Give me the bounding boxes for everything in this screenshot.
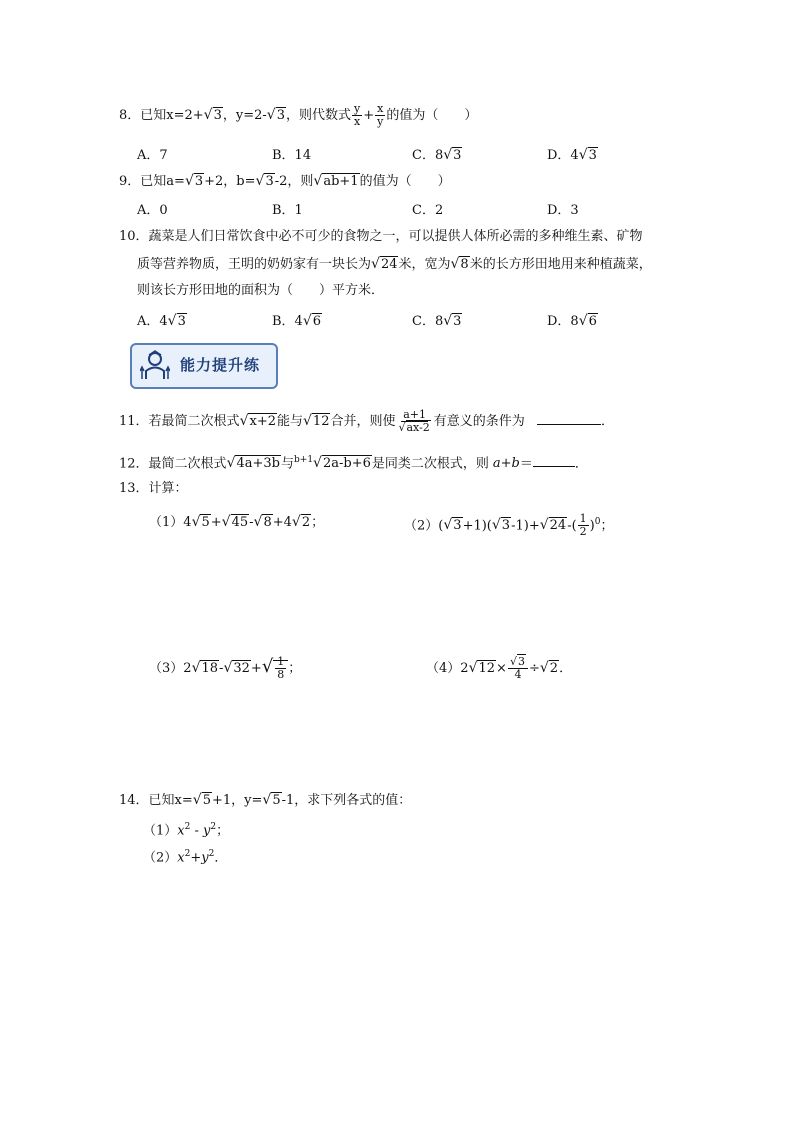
text: ． (559, 661, 573, 676)
sqrt: √5 (262, 792, 281, 808)
answer-blank[interactable] (533, 466, 575, 467)
sqrt: √ $\frac{1}{8}$ (262, 656, 288, 681)
radicand: 6 (588, 314, 597, 329)
option-c (412, 310, 462, 329)
radicand: 3 (588, 148, 597, 163)
sqrt: √5 (191, 514, 210, 530)
denominator: 8 (277, 668, 285, 681)
option-b (272, 199, 303, 218)
text: 已知a= (140, 174, 185, 189)
option-b (272, 144, 311, 163)
radicand: 3 (194, 174, 204, 189)
text: 计算： (148, 481, 188, 496)
fraction (375, 103, 385, 128)
radicand: 3 (517, 655, 525, 668)
question-number: 11． (119, 414, 149, 429)
root-index: b+1 (294, 455, 314, 465)
sqrt: √4a+3b (226, 455, 280, 472)
text: + (210, 515, 222, 530)
radicand: 2a-b+6 (322, 456, 371, 472)
exponent: 2 (208, 849, 215, 859)
option-a (137, 199, 168, 218)
question-8 (119, 103, 477, 128)
variable: y (201, 850, 209, 866)
fraction (275, 656, 286, 681)
text: ) (589, 518, 595, 534)
text: 质等营养物质，王明的奶奶家有一块长为 (137, 257, 372, 272)
text: - (249, 515, 254, 530)
text: +1)( (462, 518, 492, 534)
option-text: B．1 (272, 203, 303, 218)
radicand: 2 (301, 515, 311, 530)
question-13-part-3 (149, 656, 301, 681)
question-number: 12． (119, 456, 149, 472)
denominator: y (377, 115, 384, 128)
text: +2，b= (204, 174, 256, 189)
radicand: 5 (201, 515, 210, 530)
answer-blank[interactable] (537, 424, 601, 425)
sqrt: √3 (578, 147, 597, 163)
sqrt: √3 (443, 147, 462, 163)
text: + (190, 850, 202, 866)
sqrt: √ab+1 (313, 173, 359, 189)
fraction (578, 513, 589, 538)
question-11: 11．若最简二次根式√x+2能与√12合并，则使 $\frac{a+1}{√ax-2}$ 有意义的条件为 ． (119, 408, 614, 434)
radicand: 3 (453, 148, 462, 163)
denominator: 2 (579, 525, 587, 539)
radicand: x+2 (249, 414, 276, 429)
radicand (273, 655, 288, 681)
sqrt: √24 (539, 517, 567, 534)
sqrt: √3 (184, 173, 204, 189)
radicand: 24 (380, 257, 398, 272)
text: +4 (272, 515, 292, 530)
text: 能与 (276, 414, 303, 429)
question-13 (119, 479, 188, 499)
variable: y (203, 823, 211, 839)
option-b (272, 310, 322, 329)
question-10-line-1 (119, 227, 643, 247)
radicand: 3 (453, 518, 462, 534)
sqrt: √x+2 (239, 413, 276, 429)
radicand: 32 (233, 661, 250, 676)
text: + (250, 661, 262, 676)
sqrt: √2 (291, 514, 311, 530)
option-c (412, 144, 462, 163)
text: ÷ (528, 661, 540, 676)
sqrt: √3 (255, 173, 274, 189)
option-text: C．2 (412, 203, 444, 218)
question-14-part-2 (143, 844, 227, 868)
option-text: B．4 (272, 314, 303, 329)
question-9 (119, 171, 451, 192)
option-text: A．7 (137, 148, 168, 163)
radicand: ax-2 (406, 421, 430, 434)
option-d (547, 310, 598, 329)
section-badge (130, 343, 278, 389)
denominator: x (354, 115, 361, 128)
question-10-line-2 (137, 254, 652, 275)
text: 已知x=2+ (140, 108, 204, 123)
variable: x (177, 823, 185, 839)
text: ； (216, 823, 230, 839)
denominator: 4 (514, 668, 522, 681)
text: ． (214, 850, 228, 866)
option-a (137, 144, 168, 163)
part-label: （2） (404, 518, 439, 534)
text: 2 (183, 661, 192, 676)
question-12: 12．最简二次根式√4a+3b与$^{b+1}$√2a-b+6是同类二次根式，则 a+b＝ ． (119, 450, 588, 474)
text: - (190, 823, 204, 839)
numerator: 1 (277, 655, 285, 668)
text: 若最简二次根式 (148, 414, 240, 429)
sqrt: √3 (203, 107, 222, 123)
radicand: 45 (231, 515, 249, 530)
expression: a+b (492, 456, 520, 472)
text: × (496, 661, 507, 676)
sqrt: √3 (167, 313, 186, 329)
exponent: 2 (184, 849, 191, 859)
part-label: （1） (149, 515, 184, 530)
text: ； (288, 661, 302, 676)
text: ，y=2- (222, 108, 267, 123)
numerator: y (354, 102, 361, 115)
question-number: 10． (119, 229, 149, 244)
sqrt: √45 (221, 514, 249, 530)
text: -1)+ (511, 518, 540, 534)
part-label: （3） (149, 661, 184, 676)
sqrt: √8 (450, 256, 469, 272)
option-c (412, 199, 443, 218)
numerator: 1 (579, 512, 587, 526)
question-14-part-1 (143, 817, 229, 841)
radicand: 3 (276, 108, 285, 123)
text: 合并，则使 (330, 414, 396, 429)
text: -1，求下列各式的值： (281, 793, 412, 808)
text: 米的长方形田地用来种植蔬菜， (469, 257, 652, 272)
question-number: 8． (119, 108, 141, 123)
question-number: 13． (119, 481, 149, 496)
radicand: 2 (549, 661, 559, 676)
question-13-part-4 (426, 656, 572, 681)
exponent: 0 (594, 517, 601, 527)
text: + (363, 108, 375, 123)
radicand: 3 (453, 314, 462, 329)
sqrt: √18 (191, 660, 219, 676)
sqrt: √3 (443, 517, 462, 534)
sqrt: √2a-b+6 (313, 455, 371, 472)
denominator (396, 422, 432, 434)
sqrt: √2 (539, 660, 559, 676)
sqrt: √24 (371, 256, 398, 272)
text: 已知x= (148, 793, 193, 808)
radicand: 12 (478, 661, 496, 676)
sqrt: √3 (443, 313, 462, 329)
text: ( (438, 518, 444, 534)
part-label: （4） (426, 661, 461, 676)
numerator: x (377, 102, 384, 115)
variable: x (177, 850, 185, 866)
option-text: A．4 (137, 314, 168, 329)
text: 有意义的条件为 (433, 414, 525, 429)
fraction (396, 409, 432, 434)
radicand: 3 (177, 314, 186, 329)
text: 2 (460, 661, 469, 676)
sqrt: √12 (468, 660, 496, 676)
question-13-part-2 (404, 512, 613, 538)
radicand: 18 (201, 661, 219, 676)
text: 与 (281, 456, 295, 472)
sqrt: √12 (303, 413, 330, 429)
text: ＝ (519, 456, 533, 472)
text: - (219, 661, 224, 676)
text: 则该长方形田地的面积为（ ）平方米． (137, 283, 385, 298)
radicand: 8 (460, 257, 469, 272)
text: 是同类二次根式，则 (371, 456, 489, 472)
text: -( (567, 518, 577, 534)
question-13-part-1 (149, 512, 324, 533)
text: ； (600, 518, 614, 534)
radicand: 8 (263, 515, 272, 530)
option-text: D．8 (547, 314, 579, 329)
question-14 (119, 790, 411, 811)
text: 4 (183, 515, 192, 530)
radicand: 6 (312, 314, 322, 329)
sqrt: √ax-2 (398, 421, 430, 434)
fraction (508, 656, 528, 681)
option-text: B．14 (272, 148, 312, 163)
option-text: C．8 (412, 148, 444, 163)
question-10-line-3 (137, 281, 384, 301)
sqrt: √3 (491, 517, 511, 534)
radicand: 12 (312, 414, 330, 429)
section-title: 能力提升练 (180, 356, 261, 374)
radicand: 5 (272, 793, 281, 808)
text: 蔬菜是人们日常饮食中必不可少的食物之一，可以提供人体所必需的多种维生素、矿物 (148, 229, 643, 244)
student-icon (140, 349, 170, 381)
text: 的值为（ ） (386, 108, 478, 123)
option-text: C．8 (412, 314, 444, 329)
option-text: D．3 (547, 203, 579, 218)
sqrt: √3 (266, 107, 285, 123)
radicand: 5 (202, 793, 211, 808)
text: 的值为（ ） (359, 174, 451, 189)
option-d (547, 199, 579, 218)
sqrt: √3 (509, 655, 525, 668)
part-label: （1） (143, 823, 178, 839)
part-label: （2） (143, 850, 178, 866)
option-a (137, 310, 187, 329)
radicand: 3 (265, 174, 274, 189)
radicand: 4a+3b (236, 456, 280, 472)
question-number: 9． (119, 174, 141, 189)
option-text: D．4 (547, 148, 579, 163)
sqrt: √6 (302, 313, 322, 329)
radicand: 3 (501, 518, 511, 534)
exponent: 2 (210, 822, 217, 832)
text: 米，宽为 (398, 257, 451, 272)
sqrt: √5 (192, 792, 211, 808)
option-d (547, 144, 598, 163)
numerator: a+1 (403, 408, 427, 421)
text: 最简二次根式 (148, 456, 227, 472)
radicand: ab+1 (323, 174, 359, 189)
text: -2，则 (274, 174, 314, 189)
fraction (352, 103, 362, 128)
option-text: A．0 (137, 203, 168, 218)
sqrt: √8 (253, 514, 272, 530)
exponent: 2 (184, 822, 191, 832)
sqrt: √32 (223, 660, 250, 676)
sqrt: √6 (578, 313, 597, 329)
radicand: 24 (549, 518, 567, 534)
text: +1，y= (211, 793, 263, 808)
radicand: 3 (213, 108, 222, 123)
text: ，则代数式 (285, 108, 351, 123)
question-number: 14． (119, 793, 149, 808)
text: ； (311, 515, 325, 530)
